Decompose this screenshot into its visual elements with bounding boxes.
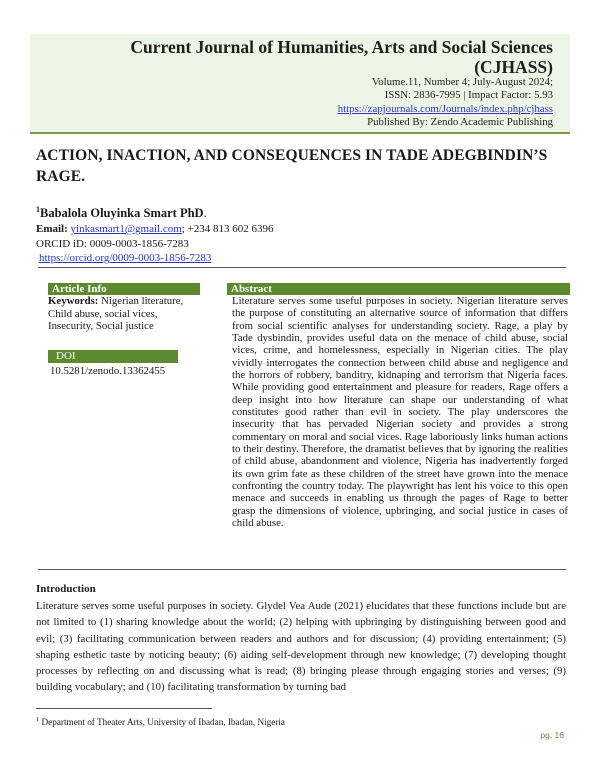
volume-line: Volume.11, Number 4; July-August 2024; [371, 76, 553, 88]
abstract-text: Literature serves some useful purposes in society. Nigerian literature serves the purpose of constituting an alternative source of information that differs from social scientific analyses for understanding society. Rage, a play by Tade dysbindin, provides useful data on the menace of child abuse, social vices, crime, and homelessness, especially in Nigerian cities. The play vividly interrogates the connection between child abuse and negligence and the horrors of robbery, banditry, kidnaping and terrorism that Nigeria faces. While providing good entertainment and pleasure for readers, Rage offers a deep insight into how literature can shape our understanding of what constitutes good rather than evil in society. The play underscores the insecurity that has pervaded Nigerian society and provides a strong commentary on moral and social vices. Rage laboriously links human actions to their destiny. Therefore, the dramatist believes that by ignoring the realities of child abuse, abandonment and violence, Nigeria has inadvertently forged its own grim fate as these children of the street have grown into the menace confronting the country today. The playwright has lent his voice to this open menace and succeeds in enabling us through the pages of Rage to better grasp the dimensions of violence, upbringing, and social justice in cases of child abuse. [232, 295, 568, 529]
journal-meta [153, 76, 553, 129]
footnote-text: Department of Theater Arts, University of Ibadan, Ibadan, Nigeria [39, 717, 286, 727]
email-link[interactable]: yinkasmart1@gmail.com [70, 223, 182, 235]
article-title: ACTION, INACTION, AND CONSEQUENCES IN TADE ADEGBINDIN’S RAGE. [36, 147, 548, 185]
author-suffix: . [203, 206, 207, 220]
journal-title [73, 37, 553, 77]
article-info-heading: Article Info [48, 283, 200, 295]
publisher-line: Published By: Zendo Academic Publishing [367, 115, 553, 128]
keywords-list: Nigerian literature, Child abuse, social vices, Insecurity, Social justice [48, 295, 184, 332]
introduction-heading: Introduction [36, 583, 96, 595]
author-line [36, 205, 207, 221]
page-number: pg. 16 [540, 730, 564, 740]
journal-abbreviation: (CJHASS) [474, 57, 553, 77]
info-bottom-divider [38, 569, 566, 570]
footnote-marker: 1 [36, 716, 40, 723]
phone-number: ; +234 813 602 6396 [181, 223, 274, 235]
keywords-block [48, 295, 200, 333]
introduction-text: Literature serves some useful purposes in society. Glydel Vea Aude (2021) elucidates that these functions include but are not limited to (1) sharing knowledge about the world; (2) helping with upbringing by distinguishing between good and evil; (3) facilitating communication between readers and authors and for discussion; (4) providing entertainment; (5) shaping esthetic taste by noticing beauty; (6) aiding self-development through new knowledge; (7) developing thought processes by reflecting on and discussing what is read; (8) bringing please through engaging stories and verses; (9) building vocabulary; and (10) facilitating transformation by turning bad [36, 600, 566, 694]
issn-line: ISSN: 2836-7995 | Impact Factor: 5.93 [384, 89, 553, 102]
footnote-divider [36, 708, 212, 709]
author-name: Babalola Oluyinka Smart PhD [40, 206, 204, 220]
keywords-label: Keywords: [48, 295, 99, 307]
abstract-panel [227, 283, 570, 529]
email-line [36, 222, 274, 237]
orcid-id: ORCID iD: 0009-0003-1856-7283 [36, 237, 189, 250]
header-divider [30, 132, 570, 134]
doi-value: 10.5281/zenodo.13362455 [50, 365, 166, 377]
article-info-panel [48, 283, 200, 333]
author-affiliation-marker: 1 [36, 205, 40, 214]
abstract-heading: Abstract [227, 283, 570, 295]
info-top-divider [38, 267, 566, 268]
email-label: Email: [36, 223, 68, 235]
author-contact [36, 222, 274, 266]
footnote [36, 716, 285, 727]
orcid-link[interactable]: https://orcid.org/0009-0003-1856-7283 [39, 252, 212, 265]
journal-url-link[interactable]: https://zapjournals.com/Journals/index.php/cjhass [337, 102, 553, 115]
journal-name: Current Journal of Humanities, Arts and Social Sciences [130, 37, 553, 57]
doi-heading: DOI [48, 350, 178, 363]
